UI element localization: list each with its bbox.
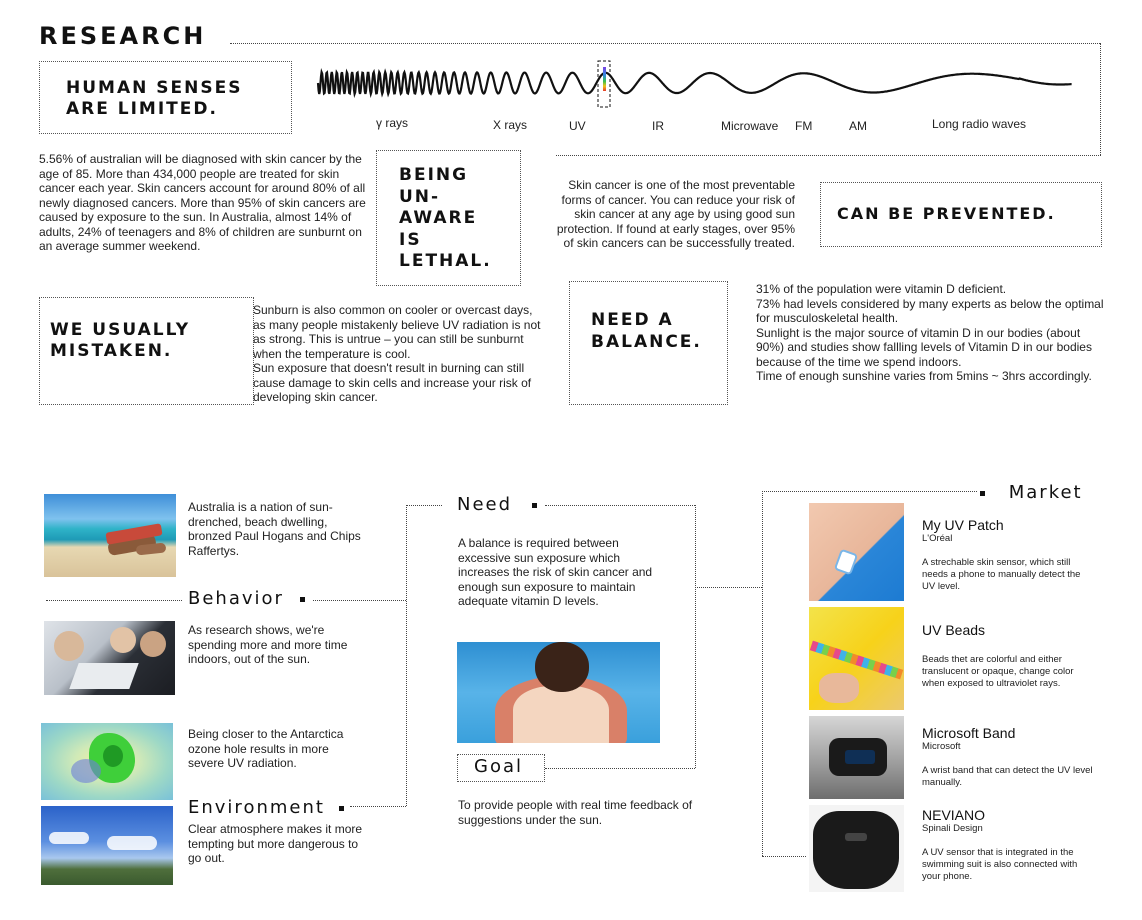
callout-senses-limited: [39, 61, 292, 134]
label-x-rays: X rays: [493, 118, 528, 132]
neviano-photo: [809, 805, 904, 892]
text-goal: To provide people with real time feedback of suggestions under the sun.: [458, 798, 693, 827]
label-ir: IR: [652, 119, 664, 133]
label-microwave: Microwave: [721, 119, 779, 133]
need-heading: Need: [457, 494, 513, 515]
em-wave-line: [318, 72, 1072, 94]
label-long-radio: Long radio waves: [932, 117, 1027, 131]
connector-behavior-to-spine: [313, 600, 406, 601]
callout-unaware-lethal-text: BEING UN- AWARE IS LETHAL.: [399, 165, 492, 271]
spectrum-frame-bottom: [556, 155, 1101, 156]
section-market-title: [980, 482, 1083, 503]
callout-unaware-lethal: [376, 150, 521, 286]
need-box-bottom: [545, 768, 695, 769]
product-brand-spinali: Spinali Design: [922, 823, 983, 834]
label-uv: UV: [569, 119, 586, 133]
product-desc-neviano: A UV sensor that is integrated in the swimming suit is also connected with your phone.: [922, 847, 1078, 882]
product-brand-microsoft: Microsoft: [922, 741, 961, 752]
callout-need-balance-text: NEED A BALANCE.: [591, 310, 702, 352]
text-skin-cancer-stats: 5.56% of australian will be diagnosed with skin cancer by the age of 85. More than 434,000 people are treated for skin cancer each year. Skin cancers account for around 80% of all newly diagnosed cancers. More than 95% of skin cancers are caused by exposure to the sun. In Australia, almost 14% of adults, 24% of teenagers and 8% of children are sunburnt on an average summer weekend.: [39, 152, 366, 253]
callout-senses-limited-text: HUMAN SENSES ARE LIMITED.: [66, 78, 243, 119]
microsoft-band-photo: [809, 716, 904, 799]
label-fm: FM: [795, 119, 813, 133]
product-desc-uv-beads: Beads thet are colorful and either translucent or opaque, change color when exposed to ultraviolet rays.: [922, 654, 1074, 689]
spectrum-frame-right: [1100, 43, 1101, 155]
product-name-uv-beads: UV Beads: [922, 622, 986, 638]
beach-photo: [44, 494, 176, 577]
title-rule: [230, 43, 1100, 44]
connector-market-top: [762, 491, 977, 492]
need-bullet-icon: [532, 503, 537, 508]
text-atmosphere: Clear atmosphere makes it more tempting but more dangerous to go out.: [188, 822, 363, 865]
connector-spine-left: [406, 505, 407, 806]
callout-need-balance: [569, 281, 728, 405]
product-desc-microsoft-band: A wrist band that can detect the UV level manually.: [922, 765, 1093, 788]
sunburn-photo: [457, 642, 660, 743]
sky-photo: [41, 806, 173, 885]
office-photo: [44, 621, 175, 695]
text-vitamin-d: 31% of the population were vitamin D deficient. 73% had levels considered by many experts as below the optimal for musculoskeletal health. Sunlight is the major source of vitamin D in our bodies (about 90%) and studies show fallling levels of Vitamin D in our bodies because of the time we spend indoors. Time of enough sunshine varies from 5mins ~ 3hrs accordingly.: [756, 282, 1104, 383]
connector-behavior-rule: [46, 600, 182, 601]
product-name-neviano: NEVIANO: [922, 807, 986, 823]
section-behavior-title: [188, 588, 305, 609]
connector-market-spine: [762, 491, 763, 856]
page-title: RESEARCH: [39, 22, 207, 50]
product-desc-my-uv-patch: A strechable skin sensor, which still needs a phone to manually detect the UV level.: [922, 557, 1081, 592]
text-beach-nation: Australia is a nation of sun-drenched, beach dwelling, bronzed Paul Hogans and Chips Raffertys.: [188, 500, 361, 558]
need-box-right: [695, 505, 696, 768]
product-brand-loreal: L'Oréal: [922, 533, 953, 544]
product-name-my-uv-patch: My UV Patch: [922, 517, 1004, 533]
uv-beads-photo: [809, 607, 904, 710]
connector-market-bottom: [762, 856, 806, 857]
connector-environment: [350, 806, 406, 807]
text-preventable: Skin cancer is one of the most preventable forms of cancer. You can reduce your risk of skin cancer at any age by using good sun protection. If found at early stages, over 95% of skin cancers can be successfully treated.: [556, 178, 795, 250]
behavior-heading: Behavior: [188, 588, 284, 609]
callout-usually-mistaken: [39, 297, 254, 405]
text-ozone: Being closer to the Antarctica ozone hole results in more severe UV radiation.: [188, 727, 344, 770]
connector-need-to-market: [695, 587, 762, 588]
section-need-title: [457, 494, 537, 515]
connector-spine-top: [406, 505, 442, 506]
goal-heading: Goal: [474, 756, 523, 777]
callout-can-be-prevented: [820, 182, 1102, 247]
callout-usually-mistaken-text: WE USUALLY MISTAKEN.: [50, 320, 191, 361]
label-am: AM: [849, 119, 867, 133]
environment-heading: Environment: [188, 797, 325, 818]
text-indoors: As research shows, we're spending more and more time indoors, out of the sun.: [188, 623, 348, 666]
uv-patch-photo: [809, 503, 904, 601]
label-gamma-rays: γ rays: [376, 116, 409, 130]
ozone-map: [41, 723, 173, 800]
visible-light-band: [603, 67, 606, 91]
need-box-top: [545, 505, 695, 506]
behavior-bullet-icon: [300, 597, 305, 602]
product-name-microsoft-band: Microsoft Band: [922, 725, 1016, 741]
market-heading: Market: [1008, 482, 1083, 503]
section-environment-title: [188, 797, 344, 818]
environment-bullet-icon: [339, 806, 344, 811]
goal-box: [457, 754, 545, 782]
text-sunburn: Sunburn is also common on cooler or overcast days, as many people mistakenly believe UV radiation is not as strong. This is untrue – you can still be sunburnt when the temperature is cool. Sun exposure that doesn't result in burning can still cause damage to skin cells and increase your risk of developing skin cancer.: [253, 303, 541, 404]
spectrum-wave-diagram: [310, 55, 1090, 115]
callout-can-be-prevented-text: CAN BE PREVENTED.: [837, 204, 1056, 223]
text-need: A balance is required between excessive sun exposure which increases the risk of skin cancer and enough sun exposure to maintain adequate vitamin D levels.: [458, 536, 653, 608]
market-bullet-icon: [980, 491, 985, 496]
